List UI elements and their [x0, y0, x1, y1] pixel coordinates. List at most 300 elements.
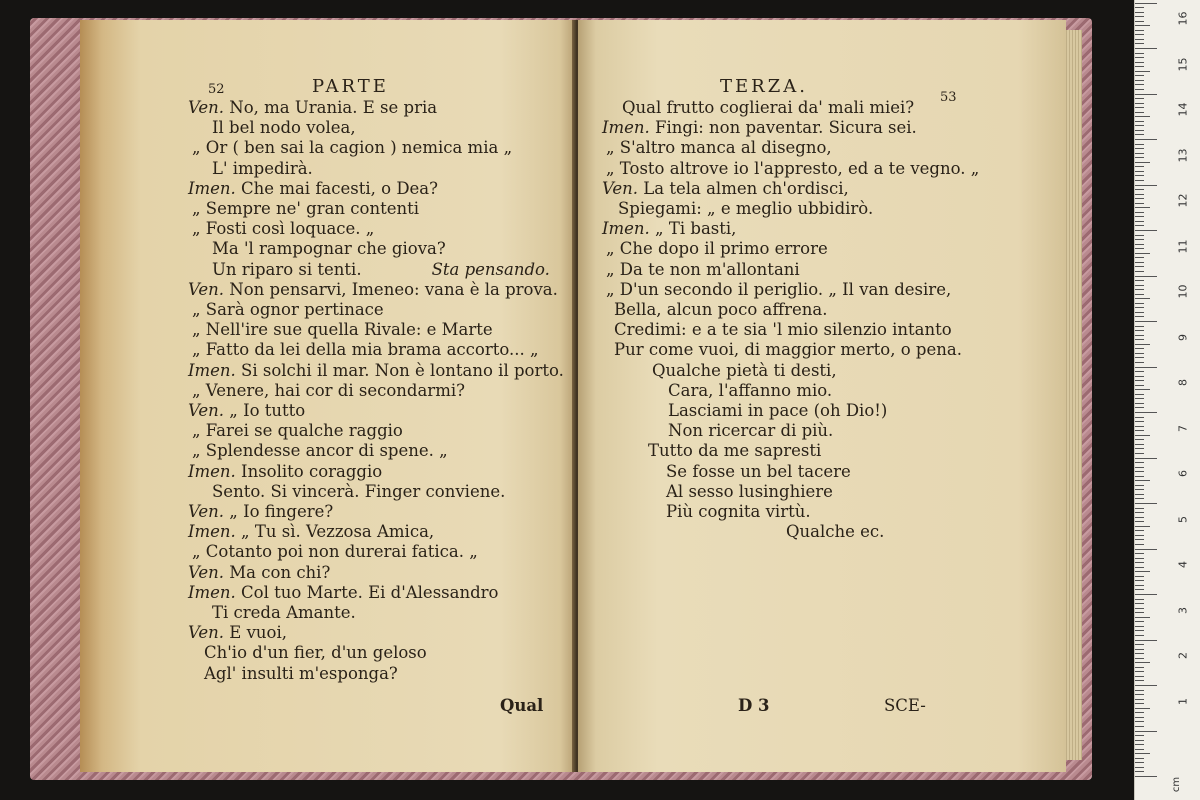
text-line	[212, 239, 446, 259]
ruler-tick	[1135, 589, 1144, 590]
verse-text: La tela almen ch'ordisci,	[638, 178, 849, 198]
ruler-tick	[1135, 394, 1144, 395]
ruler-tick	[1135, 439, 1144, 440]
ruler-tick	[1135, 549, 1157, 550]
text-line	[614, 340, 962, 360]
ruler-tick	[1135, 180, 1144, 181]
ruler-tick	[1135, 348, 1144, 349]
verse-text: „ Che dopo il primo errore	[606, 239, 828, 259]
ruler-tick	[1135, 512, 1144, 513]
text-line	[204, 643, 427, 663]
ruler-tick	[1135, 776, 1157, 777]
ruler-tick	[1135, 389, 1150, 390]
text-line	[188, 583, 498, 603]
ruler-tick	[1135, 599, 1144, 600]
ruler-tick	[1135, 66, 1144, 67]
text-line	[188, 462, 382, 482]
ruler-tick	[1135, 398, 1144, 399]
ruler-tick	[1135, 80, 1144, 81]
verse-text: L' impedirà.	[212, 158, 313, 178]
verse-text: Ti creda Amante.	[212, 603, 356, 622]
speaker-label: Ven.	[602, 178, 639, 198]
verse-text: „ Da te non m'allontani	[606, 259, 800, 279]
ruler-tick	[1135, 403, 1144, 404]
ruler-tick	[1135, 30, 1144, 31]
ruler-tick	[1135, 48, 1157, 49]
ruler-number: 9	[1176, 333, 1190, 341]
text-line	[192, 320, 493, 340]
ruler-tick	[1135, 130, 1144, 131]
ruler-tick	[1135, 407, 1144, 408]
ruler-tick	[1135, 253, 1150, 254]
ruler-tick	[1135, 753, 1150, 754]
text-line	[606, 159, 979, 179]
ruler-tick	[1135, 744, 1144, 745]
text-line	[192, 441, 448, 461]
text-line	[648, 441, 821, 461]
verse-text: Qual frutto coglierai da' mali miei?	[622, 98, 915, 117]
page-edges	[1064, 30, 1082, 760]
verse-text: Ma con chi?	[224, 562, 331, 582]
ruler-tick	[1135, 544, 1144, 545]
ruler-tick	[1135, 139, 1157, 140]
speaker-label: Imen.	[602, 118, 650, 138]
ruler-tick	[1135, 216, 1144, 217]
ruler-tick	[1135, 667, 1144, 668]
stage-direction: Sta pensando.	[431, 259, 550, 279]
verse-text: Non ricercar di più.	[668, 421, 834, 441]
text-line	[614, 300, 827, 320]
speaker-label: Imen.	[188, 461, 236, 481]
verse-text: Al sesso lusinghiere	[666, 481, 833, 501]
ruler-number: 2	[1176, 652, 1190, 659]
running-head: PARTE	[312, 76, 389, 97]
text-line	[606, 138, 832, 158]
ruler-tick	[1135, 303, 1144, 304]
catchword: Qual	[500, 696, 544, 715]
verse-text: Pur come vuoi, di maggior merto, o pena.	[614, 340, 962, 360]
text-line	[204, 664, 398, 684]
ruler-tick	[1135, 312, 1144, 313]
ruler-tick	[1135, 740, 1144, 741]
text-line	[192, 340, 539, 360]
ruler-tick	[1135, 385, 1144, 386]
verse-text: Si solchi il mar. Non è lontano il porto.	[235, 360, 564, 380]
ruler-tick	[1135, 485, 1144, 486]
verse-text: Che mai facesti, o Dea?	[235, 178, 438, 198]
ruler-tick	[1135, 125, 1144, 126]
ruler-tick	[1135, 21, 1144, 22]
ruler-tick	[1135, 467, 1144, 468]
verse-text: „ Io fingere?	[224, 502, 334, 521]
ruler-tick	[1135, 630, 1144, 631]
verse-text: Il bel nodo volea,	[212, 118, 356, 138]
ruler-tick	[1135, 771, 1144, 772]
text-line	[192, 199, 419, 219]
ruler-tick	[1135, 157, 1144, 158]
ruler-tick	[1135, 621, 1144, 622]
ruler-tick	[1135, 535, 1144, 536]
verse-text: E vuoi,	[224, 623, 287, 643]
speaker-label: Ven.	[188, 562, 225, 582]
ruler-tick	[1135, 749, 1144, 750]
ruler-number: 5	[1176, 515, 1190, 523]
ruler-tick	[1135, 144, 1144, 145]
ruler-tick	[1135, 426, 1144, 427]
ruler-tick	[1135, 39, 1144, 40]
speaker-label: Ven.	[188, 502, 225, 521]
right-page	[578, 20, 1066, 772]
ruler-tick	[1135, 690, 1144, 691]
ruler-tick	[1135, 25, 1150, 26]
text-line	[188, 361, 564, 381]
ruler-tick	[1135, 166, 1144, 167]
verse-text: Insolito coraggio	[235, 461, 383, 481]
text-line	[192, 542, 478, 562]
ruler-tick	[1135, 271, 1144, 272]
ruler-tick	[1135, 703, 1144, 704]
verse-text: Fingi: non paventar. Sicura sei.	[649, 118, 917, 138]
verse-text: Credimi: e a te sia 'l mio silenzio intanto	[614, 320, 952, 340]
verse-text: „ Sarà ognor pertinace	[192, 300, 384, 319]
running-head: TERZA.	[720, 76, 808, 97]
ruler-tick	[1135, 526, 1150, 527]
text-line	[606, 280, 951, 300]
ruler-number: 14	[1176, 102, 1190, 117]
ruler-tick	[1135, 371, 1144, 372]
speaker-label: Ven.	[188, 98, 225, 117]
ruler-tick	[1135, 580, 1144, 581]
text-line	[188, 280, 558, 300]
speaker-label: Ven.	[188, 623, 225, 643]
verse-text: „ Splendesse ancor di spene. „	[192, 441, 448, 461]
ruler-tick	[1135, 530, 1144, 531]
ruler-tick	[1135, 357, 1144, 358]
ruler-tick	[1135, 171, 1144, 172]
ruler-tick	[1135, 376, 1144, 377]
ruler-tick	[1135, 84, 1144, 85]
ruler-tick	[1135, 175, 1144, 176]
ruler-tick	[1135, 471, 1144, 472]
verse-text: „ Tosto altrove io l'appresto, ed a te vegno. „	[606, 158, 980, 178]
ruler-tick	[1135, 758, 1144, 759]
ruler-tick	[1135, 640, 1157, 641]
ruler-tick	[1135, 712, 1144, 713]
ruler-tick	[1135, 430, 1144, 431]
text-line	[668, 401, 887, 421]
ruler-tick	[1135, 362, 1144, 363]
ruler-tick	[1135, 75, 1144, 76]
ruler-tick	[1135, 230, 1157, 231]
verse-text: Sento. Si vincerà. Finger conviene.	[212, 481, 506, 501]
ruler-number: 15	[1176, 57, 1190, 71]
text-line	[192, 381, 465, 401]
ruler-tick	[1135, 298, 1150, 299]
verse-text: „ Ti basti,	[649, 219, 737, 239]
ruler-tick	[1135, 3, 1157, 4]
ruler-tick	[1135, 71, 1150, 72]
ruler-number: 8	[1176, 379, 1190, 386]
ruler-tick	[1135, 7, 1144, 8]
ruler-tick	[1135, 235, 1144, 236]
ruler-tick	[1135, 289, 1144, 290]
ruler-tick	[1135, 489, 1144, 490]
text-line	[602, 179, 849, 199]
ruler-tick	[1135, 649, 1144, 650]
text-line	[666, 482, 833, 502]
ruler-tick	[1135, 221, 1144, 222]
ruler-tick	[1135, 185, 1157, 186]
ruler-tick	[1135, 239, 1144, 240]
ruler-tick	[1135, 508, 1144, 509]
text-line	[188, 623, 287, 643]
ruler-tick	[1135, 553, 1144, 554]
ruler-tick	[1135, 326, 1144, 327]
ruler-number: 6	[1176, 470, 1190, 477]
ruler-tick	[1135, 153, 1144, 154]
ruler-tick	[1135, 444, 1144, 445]
ruler-tick	[1135, 767, 1144, 768]
ruler-tick	[1135, 316, 1144, 317]
ruler-tick	[1135, 107, 1144, 108]
verse-text: „ Cotanto poi non durerai fatica. „	[192, 542, 478, 562]
ruler-tick	[1135, 735, 1144, 736]
verse-text: „ Venere, hai cor di secondarmi?	[192, 380, 465, 400]
text-line	[212, 603, 356, 623]
ruler-tick	[1135, 608, 1144, 609]
ruler-tick	[1135, 225, 1144, 226]
ruler-tick	[1135, 148, 1144, 149]
ruler-tick	[1135, 503, 1157, 504]
ruler-tick	[1135, 194, 1144, 195]
ruler-number: 13	[1176, 148, 1190, 162]
ruler-tick	[1135, 521, 1144, 522]
page-number: 52	[208, 82, 225, 97]
verse-text: Se fosse un bel tacere	[666, 461, 851, 481]
ruler-tick	[1135, 644, 1144, 645]
ruler-tick	[1135, 617, 1150, 618]
verse-text: Ma 'l rampognar che giova?	[212, 239, 446, 259]
ruler-tick	[1135, 294, 1144, 295]
verse-text: Qualche pietà ti desti,	[652, 360, 837, 380]
ruler-tick	[1135, 562, 1144, 563]
text-line	[786, 522, 884, 542]
ruler-number: 3	[1176, 606, 1190, 614]
text-line	[188, 522, 434, 542]
ruler-tick	[1135, 498, 1144, 499]
ruler-tick	[1135, 335, 1144, 336]
verse-text: Cara, l'affanno mio.	[668, 380, 833, 400]
ruler-tick	[1135, 626, 1144, 627]
verse-text: Agl' insulti m'esponga?	[204, 663, 398, 683]
ruler-tick	[1135, 694, 1144, 695]
ruler-tick	[1135, 198, 1144, 199]
ruler-tick	[1135, 248, 1144, 249]
verse-text: „ Farei se qualche raggio	[192, 421, 403, 441]
ruler-tick	[1135, 494, 1144, 495]
speaker-label: Imen.	[602, 219, 650, 239]
ruler-tick	[1135, 116, 1150, 117]
text-line	[606, 260, 800, 280]
text-line	[668, 381, 832, 401]
text-line	[188, 502, 333, 522]
ruler-tick	[1135, 658, 1144, 659]
page-number: 53	[940, 90, 957, 105]
ruler-tick	[1135, 539, 1144, 540]
ruler-tick	[1135, 257, 1144, 258]
ruler-tick	[1135, 285, 1144, 286]
ruler-tick	[1135, 244, 1144, 245]
speaker-label: Imen.	[188, 522, 236, 542]
verse-text: „ Fatto da lei della mia brama accorto... „	[192, 340, 539, 360]
text-line	[666, 462, 851, 482]
ruler-tick	[1135, 603, 1144, 604]
text-line	[188, 179, 438, 199]
verse-text: „ Io tutto	[224, 401, 306, 420]
text-line	[192, 138, 512, 158]
text-line	[618, 199, 873, 219]
verse-text: Non pensarvi, Imeneo: vana è la prova.	[224, 279, 558, 299]
ruler-tick	[1135, 708, 1150, 709]
ruler-tick	[1135, 558, 1144, 559]
ruler-tick	[1135, 480, 1150, 481]
ruler-tick	[1135, 121, 1144, 122]
text-line	[188, 401, 305, 421]
ruler-tick	[1135, 12, 1144, 13]
ruler-tick	[1135, 34, 1144, 35]
ruler-tick	[1135, 653, 1144, 654]
ruler-tick	[1135, 89, 1144, 90]
ruler-tick	[1135, 417, 1144, 418]
text-line	[614, 320, 952, 340]
ruler-tick	[1135, 671, 1144, 672]
ruler-tick	[1135, 367, 1157, 368]
ruler-tick	[1135, 462, 1144, 463]
speaker-label: Ven.	[188, 279, 225, 299]
ruler-number: 7	[1176, 424, 1190, 432]
text-line	[668, 421, 833, 441]
ruler-tick	[1135, 517, 1144, 518]
measuring-ruler	[1134, 0, 1200, 800]
ruler-tick	[1135, 717, 1144, 718]
text-line	[192, 219, 374, 239]
text-line	[188, 98, 437, 118]
text-line	[212, 159, 313, 179]
text-line	[602, 118, 917, 138]
ruler-tick	[1135, 453, 1144, 454]
ruler-tick	[1135, 676, 1144, 677]
verse-text: Lasciami in pace (oh Dio!)	[668, 401, 888, 420]
ruler-tick	[1135, 662, 1150, 663]
text-line	[212, 118, 356, 138]
speaker-label: Imen.	[188, 360, 236, 380]
ruler-tick	[1135, 103, 1144, 104]
ruler-tick	[1135, 458, 1157, 459]
ruler-tick	[1135, 612, 1144, 613]
text-line	[192, 300, 384, 320]
ruler-tick	[1135, 635, 1144, 636]
text-line	[188, 563, 330, 583]
ruler-number: 1	[1176, 697, 1190, 705]
verse-text: No, ma Urania. E se pria	[224, 98, 438, 117]
ruler-tick	[1135, 280, 1144, 281]
ruler-tick	[1135, 594, 1157, 595]
verse-text: Tutto da me sapresti	[648, 441, 822, 461]
ruler-number: 4	[1176, 561, 1190, 568]
left-page	[80, 20, 576, 772]
ruler-tick	[1135, 94, 1157, 95]
ruler-tick	[1135, 262, 1144, 263]
ruler-tick	[1135, 330, 1144, 331]
text-line	[212, 482, 505, 502]
ruler-tick	[1135, 203, 1144, 204]
ruler-number: 11	[1176, 239, 1190, 253]
ruler-tick	[1135, 412, 1157, 413]
text-line	[666, 502, 811, 522]
ruler-tick	[1135, 307, 1144, 308]
speaker-label: Ven.	[188, 401, 225, 420]
ruler-tick	[1135, 266, 1144, 267]
ruler-number: 12	[1176, 193, 1190, 208]
verse-text: Un riparo si tenti.	[212, 259, 362, 279]
speaker-label: Imen.	[188, 178, 236, 198]
text-line	[606, 239, 828, 259]
ruler-tick	[1135, 721, 1144, 722]
ruler-tick	[1135, 276, 1157, 277]
text-line	[622, 98, 914, 118]
verse-text: Qualche ec.	[786, 522, 885, 542]
verse-text: „ Nell'ire sue quella Rivale: e Marte	[192, 320, 493, 340]
ruler-tick	[1135, 476, 1144, 477]
ruler-tick	[1135, 53, 1144, 54]
ruler-tick	[1135, 353, 1144, 354]
verse-text: „ Fosti così loquace. „	[192, 219, 375, 239]
ruler-tick	[1135, 571, 1150, 572]
ruler-unit: cm	[1171, 776, 1183, 793]
ruler-tick	[1135, 762, 1144, 763]
speaker-label: Imen.	[188, 582, 236, 602]
ruler-tick	[1135, 731, 1157, 732]
ruler-tick	[1135, 62, 1144, 63]
ruler-tick	[1135, 680, 1144, 681]
ruler-tick	[1135, 162, 1150, 163]
ruler-tick	[1135, 321, 1157, 322]
ruler-tick	[1135, 189, 1144, 190]
ruler-tick	[1135, 16, 1144, 17]
ruler-tick	[1135, 43, 1144, 44]
ruler-number: 10	[1176, 284, 1190, 299]
ruler-tick	[1135, 421, 1144, 422]
verse-text: Bella, alcun poco affrena.	[614, 300, 828, 319]
verse-text: „ Or ( ben sai la cagion ) nemica mia „	[192, 138, 513, 158]
ruler-number: 16	[1176, 11, 1190, 26]
ruler-tick	[1135, 448, 1144, 449]
ruler-tick	[1135, 134, 1144, 135]
ruler-tick	[1135, 726, 1144, 727]
ruler-tick	[1135, 576, 1144, 577]
ruler-tick	[1135, 212, 1144, 213]
verse-text: „ S'altro manca al disegno,	[606, 138, 832, 158]
text-line	[602, 219, 736, 239]
ruler-tick	[1135, 112, 1144, 113]
ruler-tick	[1135, 380, 1144, 381]
verse-text: Col tuo Marte. Ei d'Alessandro	[235, 582, 499, 602]
catchword: SCE-	[884, 696, 926, 715]
verse-text: „ D'un secondo il periglio. „ Il van desire,	[606, 279, 952, 299]
ruler-tick	[1135, 344, 1150, 345]
verse-text: Più cognita virtù.	[666, 502, 811, 521]
text-line	[212, 260, 550, 280]
